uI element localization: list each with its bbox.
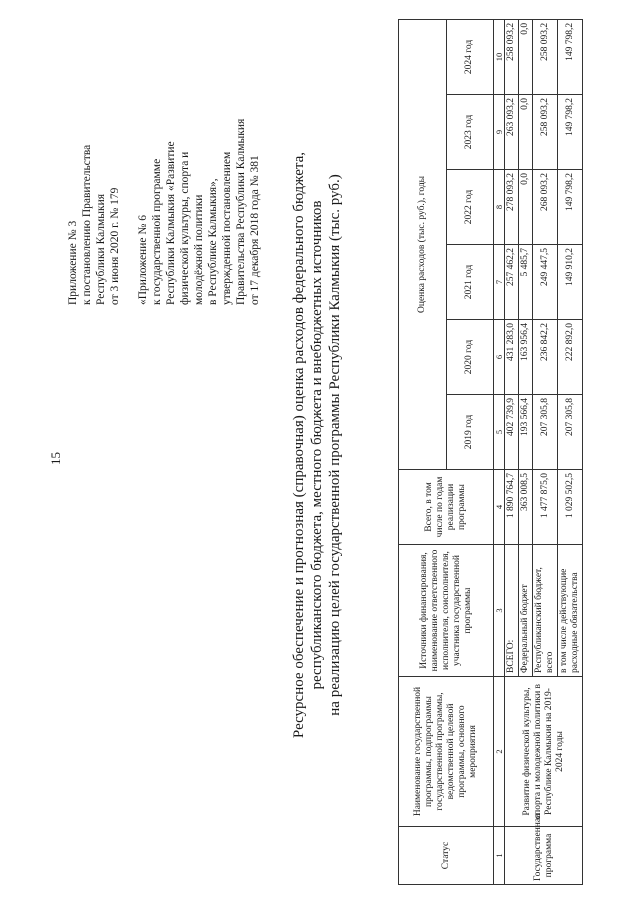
year-value-cell: 258 093,2 bbox=[533, 19, 558, 94]
year-value-cell: 222 892,0 bbox=[558, 320, 583, 395]
header-year: 2022 год bbox=[446, 170, 494, 245]
year-value-cell: 249 447,5 bbox=[533, 245, 558, 320]
page-number: 15 bbox=[48, 452, 63, 465]
year-value-cell: 0,0 bbox=[519, 19, 533, 94]
program-name-cell: Развитие физической культуры, спорта и молодежной политики в Республике Калмыкия на 2019-2024 годы bbox=[505, 677, 583, 827]
appendix-line: молодёжной политики bbox=[193, 194, 205, 305]
year-value-cell: 163 956,4 bbox=[519, 320, 533, 395]
total-cell: 1 029 502,5 bbox=[558, 470, 583, 545]
appendix-line: Республики Калмыкия bbox=[95, 193, 107, 305]
header-year: 2024 год bbox=[446, 19, 494, 94]
appendix-line: утвержденной постановлением bbox=[221, 151, 233, 305]
appendix-line: Республики Калмыкия «Развитие bbox=[165, 141, 177, 305]
appendix-block bbox=[66, 15, 262, 305]
column-numbers-row bbox=[494, 19, 505, 884]
status-cell: Государственная программа bbox=[505, 827, 583, 885]
total-cell: 1 890 764,7 bbox=[505, 470, 519, 545]
header-year: 2019 год bbox=[446, 395, 494, 470]
title-line: на реализацию целей государственной программы Республики Калмыкия (тыс. руб.) bbox=[327, 174, 343, 716]
year-value-cell: 149 798,2 bbox=[558, 19, 583, 94]
year-value-cell: 263 093,2 bbox=[505, 95, 519, 170]
year-value-cell: 5 485,7 bbox=[519, 245, 533, 320]
title-line: республиканского бюджета, местного бюджета и внебюджетных источников bbox=[309, 200, 325, 690]
budget-table bbox=[398, 19, 583, 885]
year-value-cell: 193 566,4 bbox=[519, 395, 533, 470]
appendix-line: Правительства Республики Калмыкия bbox=[235, 118, 247, 305]
appendix-line: Приложение № 3 bbox=[67, 220, 79, 305]
total-cell: 363 008,5 bbox=[519, 470, 533, 545]
column-number: 3 bbox=[494, 545, 505, 677]
header-status: Статус bbox=[399, 827, 494, 885]
source-cell: в том числе действующие расходные обязательства bbox=[558, 545, 583, 677]
column-number: 4 bbox=[494, 470, 505, 545]
year-value-cell: 268 093,2 bbox=[533, 170, 558, 245]
appendix-spacer bbox=[122, 15, 136, 305]
year-value-cell: 431 283,0 bbox=[505, 320, 519, 395]
year-value-cell: 258 093,2 bbox=[505, 19, 519, 94]
header-estimate: Оценка расходов (тыс. руб.), годы bbox=[399, 19, 447, 469]
year-value-cell: 236 842,2 bbox=[533, 320, 558, 395]
header-row bbox=[399, 19, 447, 884]
appendix-line: от 17 декабря 2018 года № 381 bbox=[249, 155, 261, 305]
year-value-cell: 402 739,9 bbox=[505, 395, 519, 470]
year-value-cell: 149 798,2 bbox=[558, 170, 583, 245]
header-funding-source: Источники финансирования, наименование ответственного исполнителя, соисполнителя, участника государственной программы bbox=[399, 545, 494, 677]
year-value-cell: 149 910,2 bbox=[558, 245, 583, 320]
column-number: 8 bbox=[494, 170, 505, 245]
year-value-cell: 207 305,8 bbox=[533, 395, 558, 470]
year-value-cell: 207 305,8 bbox=[558, 395, 583, 470]
appendix-line: от 3 июня 2020 г. № 179 bbox=[109, 187, 121, 305]
header-total: Всего, в том числе по годам реализации программы bbox=[399, 470, 494, 545]
year-value-cell: 258 093,2 bbox=[533, 95, 558, 170]
table-row bbox=[505, 19, 519, 884]
appendix-line: «Приложение № 6 bbox=[137, 215, 149, 305]
appendix-line: к постановлению Правительства bbox=[81, 144, 93, 305]
column-number: 5 bbox=[494, 395, 505, 470]
document-title bbox=[290, 95, 344, 795]
source-cell: ВСЕГО: bbox=[505, 545, 519, 677]
column-number: 9 bbox=[494, 95, 505, 170]
total-cell: 1 477 875,0 bbox=[533, 470, 558, 545]
year-value-cell: 0,0 bbox=[519, 95, 533, 170]
source-cell: Федеральный бюджет bbox=[519, 545, 533, 677]
header-program-name: Наименование государственной программы, подпрограммы государственной программы, ведомственной целевой программы, основного мероприятия bbox=[399, 677, 494, 827]
column-number: 7 bbox=[494, 245, 505, 320]
header-year: 2020 год bbox=[446, 320, 494, 395]
year-value-cell: 257 462,2 bbox=[505, 245, 519, 320]
appendix-line: физической культуры, спорта и bbox=[179, 151, 191, 305]
appendix-line: в Республике Калмыкия», bbox=[207, 178, 219, 305]
year-value-cell: 0,0 bbox=[519, 170, 533, 245]
column-number: 10 bbox=[494, 19, 505, 94]
source-cell: Республиканский бюджет, всего bbox=[533, 545, 558, 677]
header-year: 2021 год bbox=[446, 245, 494, 320]
title-line: Ресурсное обеспечение и прогнозная (справочная) оценка расходов федерального бюджета, bbox=[291, 151, 307, 739]
year-value-cell: 278 093,2 bbox=[505, 170, 519, 245]
appendix-line: к государственной программе bbox=[151, 158, 163, 305]
year-value-cell: 149 798,2 bbox=[558, 95, 583, 170]
column-number: 2 bbox=[494, 677, 505, 827]
column-number: 6 bbox=[494, 320, 505, 395]
column-number: 1 bbox=[494, 827, 505, 885]
header-year: 2023 год bbox=[446, 95, 494, 170]
